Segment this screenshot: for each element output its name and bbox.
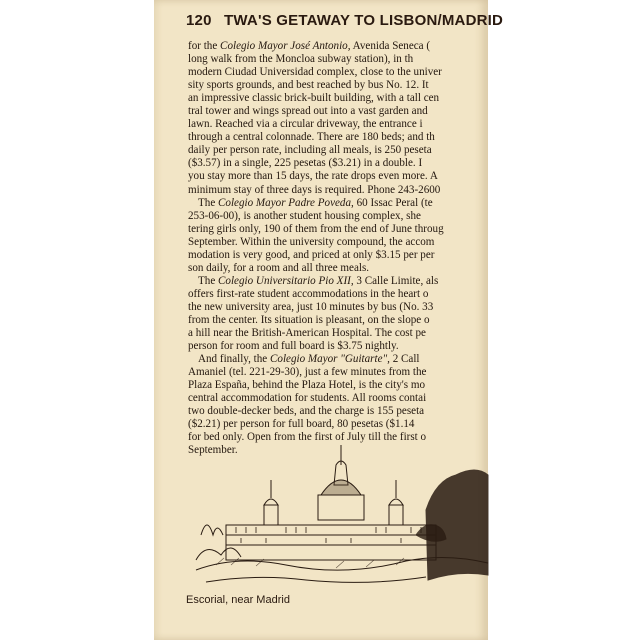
text-line	[188, 157, 488, 170]
text-line	[188, 366, 488, 379]
text-line	[188, 79, 488, 92]
text-line	[188, 131, 488, 144]
text-span: long walk from the Moncloa subway station), in th	[188, 53, 414, 66]
text-span: through a central colonnade. There are 180 beds; and th	[188, 131, 435, 144]
text-span: modern Ciudad Universidad complex, close to the univer	[188, 66, 442, 79]
text-line	[188, 418, 488, 431]
text-line	[188, 262, 488, 275]
text-span: And finally, the	[198, 353, 270, 366]
text-span: offers first-rate student accommodations in the heart o	[188, 287, 429, 300]
italic-name: Colegio Mayor José Antonio,	[220, 40, 351, 52]
text-span: daily per person rate, including all meals, is 250 peseta	[188, 144, 432, 157]
text-line	[188, 236, 488, 249]
text-span: central accommodation for students. All rooms contai	[188, 392, 427, 405]
text-span: 253-06-00), is another student housing complex, she	[188, 209, 421, 222]
text-span: person for room and full board is $3.75 nightly.	[188, 340, 399, 353]
body-text	[188, 40, 488, 457]
text-span: a hill near the British-American Hospital. The cost pe	[188, 327, 426, 340]
text-span: The	[198, 274, 219, 287]
text-line	[188, 405, 488, 418]
text-span: 60 Issac Peral (te	[353, 196, 433, 209]
text-span: from the center. Its situation is pleasant, on the slope o	[188, 313, 430, 326]
italic-name: Colegio Universitario Pio XII,	[218, 274, 354, 287]
text-span: the new university area, just 10 minutes by bus (No. 33	[188, 300, 434, 313]
text-line	[188, 249, 488, 262]
escorial-illustration	[196, 440, 488, 590]
page-number: 120	[186, 12, 212, 29]
text-span: lawn. Reached via a circular driveway, the entrance i	[188, 118, 423, 131]
text-span: Avenida Seneca (	[350, 40, 431, 52]
text-line	[188, 118, 488, 131]
text-span: Plaza España, behind the Plaza Hotel, is the city's mo	[188, 379, 426, 392]
text-span: 2 Call	[389, 353, 420, 366]
background-strip	[488, 0, 640, 640]
text-span: you stay more than 15 days, the rate drops even more. A	[188, 170, 438, 183]
italic-name: Colegio Mayor Padre Poveda,	[218, 196, 354, 209]
text-line	[188, 392, 488, 405]
text-span: for the	[188, 40, 221, 52]
text-line	[188, 40, 488, 53]
text-line	[188, 327, 488, 340]
text-line	[188, 353, 488, 366]
text-span: for bed only. Open from the first of July till the first o	[188, 431, 427, 444]
text-span: 3 Calle Limite, als	[353, 274, 439, 287]
text-span: an impressive classic brick-built building, with a tall cen	[188, 92, 440, 105]
text-span: two double-decker beds, and the charge is 155 peseta	[188, 405, 425, 418]
text-span: tral tower and wings spread out into a vast garden and	[188, 105, 428, 118]
text-line	[188, 288, 488, 301]
running-title: TWA'S GETAWAY TO LISBON/MADRID	[224, 12, 504, 29]
text-span: September. Within the university compound, the accom	[188, 235, 435, 248]
text-span: minimum stay of three days is required. Phone 243-2600	[188, 183, 441, 196]
text-line	[188, 223, 488, 236]
text-line	[188, 210, 488, 223]
text-span: son daily, for a room and all three meals.	[188, 261, 370, 274]
text-line	[188, 144, 488, 157]
italic-name: Colegio Mayor "Guitarte",	[270, 353, 390, 366]
text-line	[188, 53, 488, 66]
text-line	[188, 105, 488, 118]
text-span: The	[198, 196, 219, 209]
illustration-caption: Escorial, near Madrid	[186, 594, 290, 606]
text-line	[188, 301, 488, 314]
text-span: tering girls only, 190 of them from the end of June throug	[188, 222, 444, 235]
text-line	[188, 66, 488, 79]
text-line	[188, 340, 488, 353]
text-span: sity sports grounds, and best reached by bus No. 12. It	[188, 79, 429, 92]
text-line	[188, 92, 488, 105]
text-span: ($2.21) per person for full board, 80 pesetas ($1.14	[188, 418, 415, 431]
text-line	[188, 275, 488, 288]
text-line	[188, 314, 488, 327]
text-span: Amaniel (tel. 221-29-30), just a few minutes from the	[188, 366, 427, 379]
text-line	[188, 379, 488, 392]
text-span: ($3.57) in a single, 225 pesetas ($3.21) in a double. I	[188, 157, 423, 170]
page-header	[186, 12, 504, 36]
text-span: September.	[188, 444, 238, 457]
text-line	[188, 170, 488, 183]
text-line	[188, 184, 488, 197]
text-line	[188, 197, 488, 210]
text-span: modation is very good, and priced at only $3.15 per per	[188, 248, 435, 261]
